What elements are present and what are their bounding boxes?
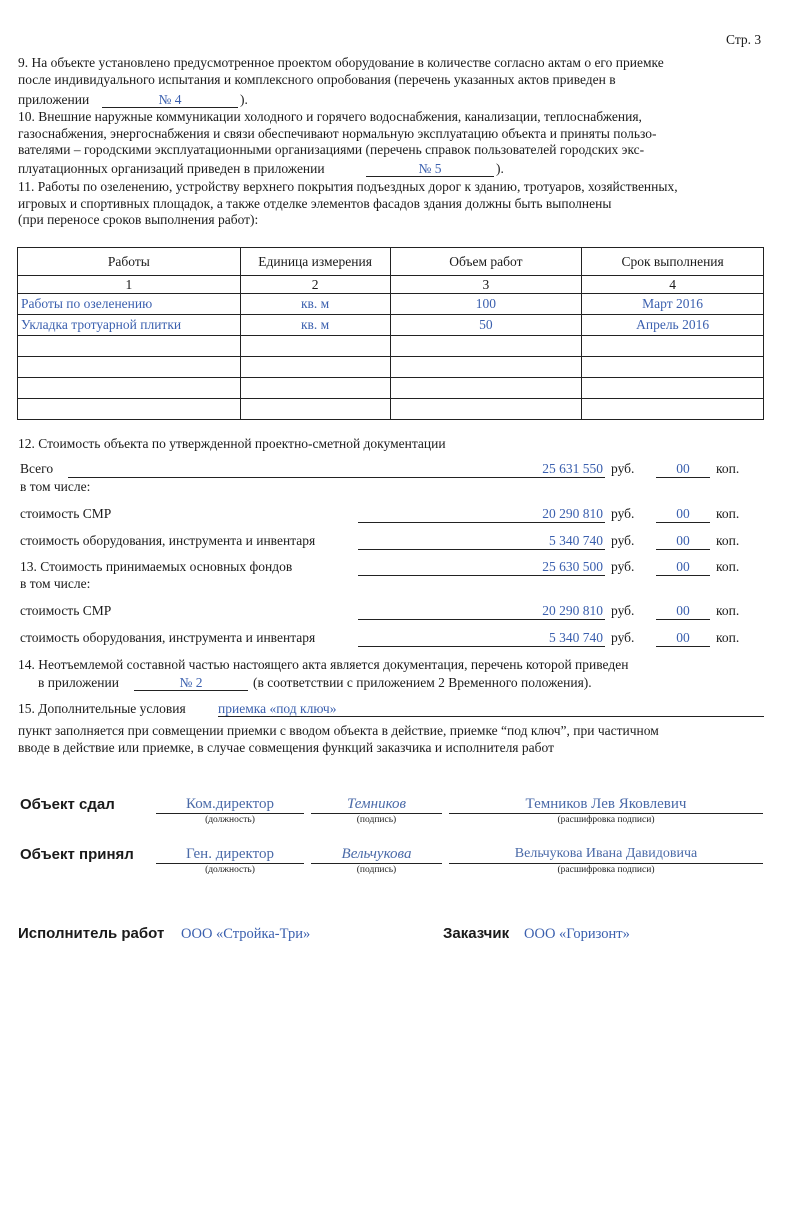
table-cell-unit[interactable]: кв. м <box>240 315 390 336</box>
table-cell-deadline[interactable]: Апрель 2016 <box>582 315 764 336</box>
item-10-line-1: 10. Внешние наружные коммуникации холодного и горячего водоснабжения, канализации, теплоснабжения, <box>18 109 642 124</box>
table-header-works: Работы <box>18 248 241 276</box>
customer-value[interactable]: ООО «Горизонт» <box>524 926 630 942</box>
table-cell-volume[interactable]: 100 <box>390 294 582 315</box>
item-13-equip-label: стоимость оборудования, инструмента и инвентаря <box>20 630 316 645</box>
item-13-smr-field[interactable]: 20 290 810 <box>358 603 605 620</box>
table-row <box>18 357 764 378</box>
item-15-note-line-2: вводе в действие или приемке, в случае совмещения функций заказчика и исполнителя работ <box>18 739 554 755</box>
handed-name-caption: (расшифровка подписи) <box>557 815 655 825</box>
item-10-appendix-field[interactable]: № 5 <box>366 161 494 177</box>
table-row <box>18 294 764 315</box>
table-col-number: 4 <box>582 276 764 294</box>
accepted-signature-caption: (подпись) <box>356 865 397 875</box>
table-cell-work[interactable]: Укладка тротуарной плитки <box>18 315 241 336</box>
accepted-name-field[interactable]: Вельчукова Ивана Давидовича <box>449 845 763 864</box>
item-10 <box>18 109 763 159</box>
accepted-label: Объект принял <box>20 846 134 863</box>
table-cell-volume[interactable] <box>390 357 582 378</box>
table-row <box>18 378 764 399</box>
table-cell-volume[interactable] <box>390 399 582 420</box>
item-9-line-3-suffix: ). <box>240 92 248 107</box>
table-cell-unit[interactable] <box>240 399 390 420</box>
table-row <box>18 315 764 336</box>
table-col-number: 1 <box>18 276 241 294</box>
handed-signature-field[interactable]: Темников <box>311 795 442 814</box>
item-14-line-2-suffix: (в соответствии с приложением 2 Временного положения). <box>253 675 592 690</box>
accepted-position-caption: (должность) <box>205 865 255 875</box>
contractor-label: Исполнитель работ <box>18 925 165 942</box>
rub-label: руб. <box>611 461 635 476</box>
table-header-unit: Единица измерения <box>240 248 390 276</box>
kop-label: коп. <box>716 603 740 618</box>
table-cell-work[interactable]: Работы по озеленению <box>18 294 241 315</box>
item-13-smr-label: стоимость СМР <box>20 603 112 618</box>
item-13-equip-kop-field[interactable]: 00 <box>656 630 710 647</box>
item-11 <box>18 179 763 229</box>
table-cell-work[interactable] <box>18 378 241 399</box>
item-10-line-4-suffix: ). <box>496 161 504 176</box>
accepted-signature-field[interactable]: Вельчукова <box>311 845 442 864</box>
table-cell-volume[interactable]: 50 <box>390 315 582 336</box>
handed-name-field[interactable]: Темников Лев Яковлевич <box>449 795 763 814</box>
table-cell-work[interactable] <box>18 336 241 357</box>
table-cell-unit[interactable] <box>240 357 390 378</box>
item-12-equip-field[interactable]: 5 340 740 <box>358 533 605 550</box>
table-cell-volume[interactable] <box>390 336 582 357</box>
item-14-appendix-field[interactable]: № 2 <box>134 675 248 691</box>
item-13-total-kop-field[interactable]: 00 <box>656 559 710 576</box>
item-11-line-3: (при переносе сроков выполнения работ): <box>18 212 259 227</box>
kop-label: коп. <box>716 506 740 521</box>
handed-label: Объект сдал <box>20 796 115 813</box>
item-13-equip-field[interactable]: 5 340 740 <box>358 630 605 647</box>
item-13-title: 13. Стоимость принимаемых основных фондов <box>20 559 293 574</box>
table-number-row <box>18 276 764 294</box>
item-12-smr-kop-field[interactable]: 00 <box>656 506 710 523</box>
table-cell-unit[interactable] <box>240 378 390 399</box>
handed-position-field[interactable]: Ком.директор <box>156 795 304 814</box>
table-cell-deadline[interactable] <box>582 357 764 378</box>
item-14-line-1: 14. Неотъемлемой составной частью настоящего акта является документация, перечень которой приведен <box>18 657 629 672</box>
table-header-deadline: Срок выполнения <box>582 248 764 276</box>
table-row <box>18 336 764 357</box>
item-15-note <box>18 723 763 756</box>
handed-position-caption: (должность) <box>205 815 255 825</box>
item-11-line-1: 11. Работы по озеленению, устройству верхнего покрытия подъездных дорог к зданию, тротуаров, хозяйственных, <box>18 179 678 194</box>
item-12-equip-label: стоимость оборудования, инструмента и инвентаря <box>20 533 316 548</box>
item-12-total-field[interactable]: 25 631 550 <box>68 461 605 478</box>
item-11-line-2: игровых и спортивных площадок, а также отделке элементов фасадов здания должны быть выполнены <box>18 195 612 211</box>
rub-label: руб. <box>611 506 635 521</box>
item-9-line-1: 9. На объекте установлено предусмотренное проектом оборудование в количестве согласно актам о его приемке <box>18 55 664 70</box>
item-10-line-3: вателями – городскими эксплуатационными организациями (перечень справок пользователей городских экс- <box>18 142 645 157</box>
item-14-line-2-prefix: в приложении <box>38 675 119 690</box>
table-cell-work[interactable] <box>18 399 241 420</box>
kop-label: коп. <box>716 559 740 574</box>
table-cell-work[interactable] <box>18 357 241 378</box>
table-cell-deadline[interactable] <box>582 378 764 399</box>
table-cell-volume[interactable] <box>390 378 582 399</box>
kop-label: коп. <box>716 533 740 548</box>
item-15-note-line-1: пункт заполняется при совмещении приемки с вводом объекта в действие, приемке “под ключ”, при частичном <box>18 723 659 738</box>
handed-signature-caption: (подпись) <box>356 815 397 825</box>
table-row <box>18 399 764 420</box>
table-col-number: 2 <box>240 276 390 294</box>
item-15-field[interactable]: приемка «под ключ» <box>218 701 764 717</box>
item-12-smr-field[interactable]: 20 290 810 <box>358 506 605 523</box>
item-12-total-label: Всего <box>20 461 54 476</box>
works-table <box>17 247 764 420</box>
item-12-smr-label: стоимость СМР <box>20 506 112 521</box>
rub-label: руб. <box>611 559 635 574</box>
table-cell-deadline[interactable] <box>582 336 764 357</box>
item-15-label: 15. Дополнительные условия <box>18 701 186 716</box>
item-12-total-kop-field[interactable]: 00 <box>656 461 710 478</box>
table-cell-deadline[interactable]: Март 2016 <box>582 294 764 315</box>
item-9 <box>18 55 763 88</box>
table-header-volume: Объем работ <box>390 248 582 276</box>
kop-label: коп. <box>716 461 740 476</box>
page-number: Стр. 3 <box>726 32 762 47</box>
accepted-name-caption: (расшифровка подписи) <box>557 865 655 875</box>
item-9-line-3-prefix: приложении <box>18 92 90 107</box>
item-13-smr-kop-field[interactable]: 00 <box>656 603 710 620</box>
table-header-row <box>18 248 764 276</box>
kop-label: коп. <box>716 630 740 645</box>
item-12-equip-kop-field[interactable]: 00 <box>656 533 710 550</box>
contractor-value[interactable]: ООО «Стройка-Три» <box>181 926 311 942</box>
table-col-number: 3 <box>390 276 582 294</box>
item-10-line-4-prefix: плуатационных организаций приведен в приложении <box>18 161 325 176</box>
rub-label: руб. <box>611 533 635 548</box>
item-9-line-2: после индивидуального испытания и комплексного опробования (перечень указанных актов приведен в <box>18 71 616 87</box>
item-9-appendix-field[interactable]: № 4 <box>102 92 238 108</box>
accepted-position-field[interactable]: Ген. директор <box>156 845 304 864</box>
item-10-line-2: газоснабжения, энергоснабжения и связи обеспечивают нормальную эксплуатацию объекта и приняты пользо- <box>18 125 657 141</box>
rub-label: руб. <box>611 603 635 618</box>
item-12-title: 12. Стоимость объекта по утвержденной проектно-сметной документации <box>18 436 446 451</box>
item-13-including: в том числе: <box>20 576 91 591</box>
item-13-total-field[interactable]: 25 630 500 <box>358 559 605 576</box>
table-cell-unit[interactable] <box>240 336 390 357</box>
rub-label: руб. <box>611 630 635 645</box>
table-cell-deadline[interactable] <box>582 399 764 420</box>
table-cell-unit[interactable]: кв. м <box>240 294 390 315</box>
customer-label: Заказчик <box>443 925 510 942</box>
item-12-including: в том числе: <box>20 479 91 494</box>
